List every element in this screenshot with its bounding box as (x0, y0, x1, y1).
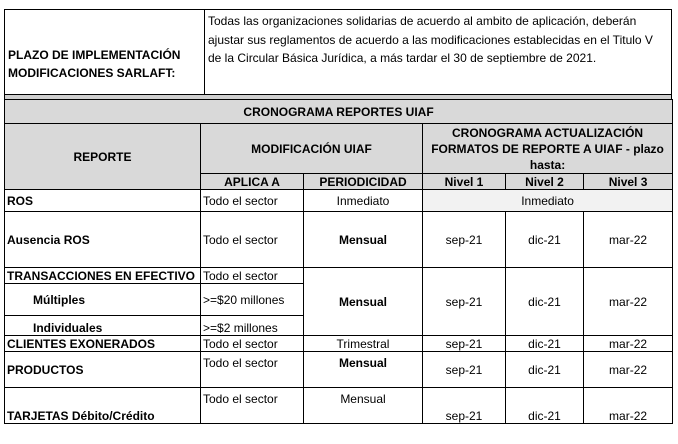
individuales-label: Individuales (5, 316, 201, 336)
reporte-cell: TARJETAS Débito/Crédito (5, 388, 201, 424)
nivel1-cell: sep-21 (423, 336, 506, 352)
periodicidad-cell: Mensual (304, 352, 423, 388)
nivel3-cell: mar-22 (584, 388, 673, 424)
periodicidad-cell: Trimestral (304, 336, 423, 352)
plazo-text: Todas las organizaciones solidarias de acuerdo al ambito de aplicación, deberán ajustar sus reglamentos de acuerdo a las modificaciones establecidas en el Titulo V de la Circular Básica Jurídica, a más tardar el 30 de septiembre de 2021. (205, 10, 672, 95)
aplica-cell: Todo el sector (201, 352, 304, 388)
table-row (5, 268, 673, 284)
header-modificacion: MODIFICACIÓN UIAF (201, 124, 423, 174)
subheader-nivel2: Nivel 2 (506, 174, 584, 190)
reporte-cell: CLIENTES EXONERADOS (5, 336, 201, 352)
nivel1-cell: sep-21 (423, 388, 506, 424)
nivel2-cell: dic-21 (506, 388, 584, 424)
reporte-cell: Ausencia ROS (5, 212, 201, 268)
table-row (5, 190, 673, 212)
niveles-cell: Inmediato (423, 190, 673, 212)
subheader-nivel3: Nivel 3 (584, 174, 673, 190)
aplica-cell: >=$20 millones (201, 284, 304, 316)
nivel3-cell: mar-22 (584, 268, 673, 336)
nivel3-cell: mar-22 (584, 212, 673, 268)
subheader-nivel1: Nivel 1 (423, 174, 506, 190)
nivel1-cell: sep-21 (423, 352, 506, 388)
nivel3-cell: mar-22 (584, 336, 673, 352)
aplica-cell: Todo el sector (201, 190, 304, 212)
cronograma-table (4, 99, 673, 424)
periodicidad-cell: Mensual (304, 388, 423, 424)
subheader-periodicidad: PERIODICIDAD (304, 174, 423, 190)
aplica-cell: Todo el sector (201, 212, 304, 268)
nivel2-cell: dic-21 (506, 268, 584, 336)
header-cronograma: CRONOGRAMA ACTUALIZACIÓN FORMATOS DE REPORTE A UIAF - plazo hasta: (423, 124, 673, 174)
multiples-label: Múltiples (5, 284, 201, 316)
table-row (5, 212, 673, 268)
nivel3-cell: mar-22 (584, 352, 673, 388)
periodicidad-cell: Inmediato (304, 190, 423, 212)
header-reporte: REPORTE (5, 124, 201, 190)
aplica-cell: Todo el sector (201, 336, 304, 352)
table-row (5, 336, 673, 352)
plazo-label: PLAZO DE IMPLEMENTACIÓN MODIFICACIONES SARLAFT: (5, 10, 205, 95)
nivel2-cell: dic-21 (506, 352, 584, 388)
nivel1-cell: sep-21 (423, 212, 506, 268)
table-row (5, 352, 673, 388)
subheader-aplica: APLICA A (201, 174, 304, 190)
plazo-table (4, 9, 672, 95)
table-row (5, 388, 673, 424)
aplica-cell: >=$2 millones (201, 316, 304, 336)
reporte-cell: TRANSACCIONES EN EFECTIVO (5, 268, 201, 284)
nivel2-cell: dic-21 (506, 212, 584, 268)
periodicidad-cell: Mensual (304, 268, 423, 336)
aplica-cell: Todo el sector (201, 268, 304, 284)
nivel1-cell: sep-21 (423, 268, 506, 336)
periodicidad-cell: Mensual (304, 212, 423, 268)
reporte-cell: ROS (5, 190, 201, 212)
aplica-cell: Todo el sector (201, 388, 304, 424)
nivel2-cell: dic-21 (506, 336, 584, 352)
reporte-cell: PRODUCTOS (5, 352, 201, 388)
table-title: CRONOGRAMA REPORTES UIAF (5, 100, 673, 124)
